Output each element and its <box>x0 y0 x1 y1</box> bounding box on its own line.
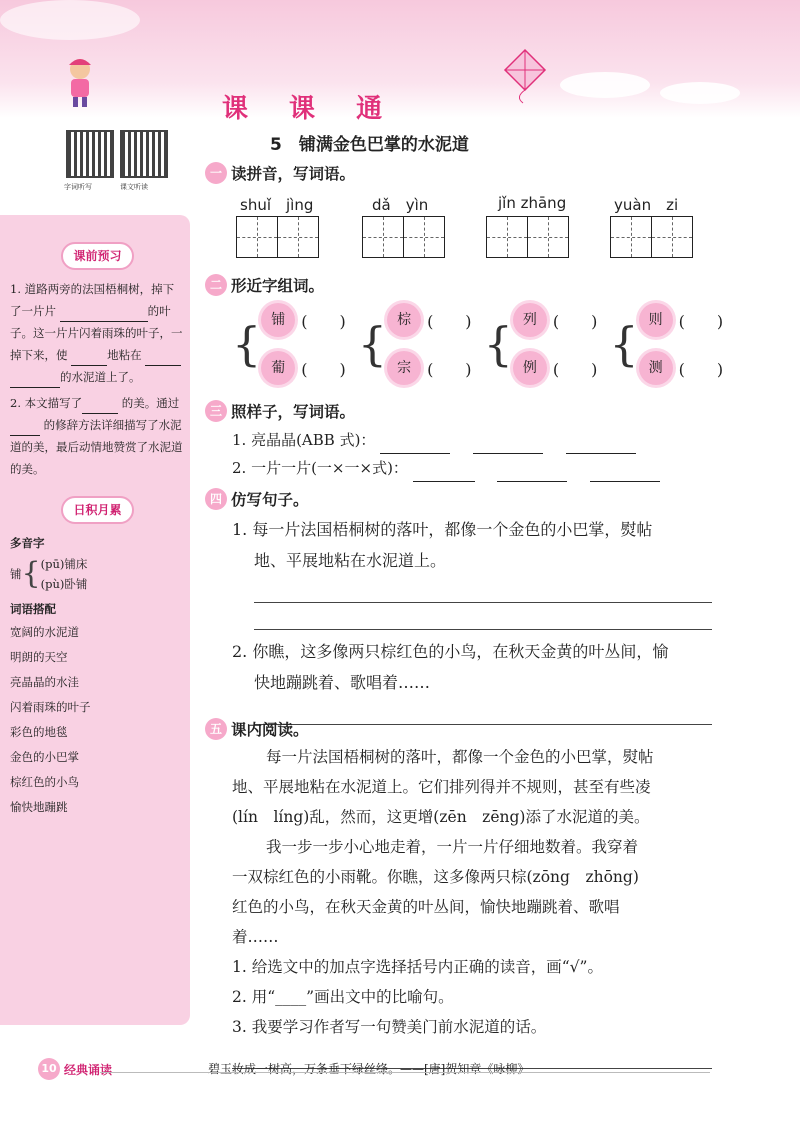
char-flower: 测 <box>639 351 673 385</box>
answer-blank[interactable] <box>60 307 148 322</box>
answer-paren[interactable]: ( ) <box>301 311 346 331</box>
phrase-item: 愉快地蹦跳 <box>10 800 68 814</box>
pinyin-prompt: dǎ yìn <box>372 196 429 214</box>
answer-blank[interactable] <box>145 351 181 366</box>
answer-blank[interactable] <box>380 439 450 454</box>
section-5-title: 五 课内阅读。 <box>205 718 309 740</box>
section-1-title: 一 读拼音，写词语。 <box>205 162 355 184</box>
char-group: { 则 ( ) 测 ( ) <box>609 300 723 388</box>
cloud-decoration <box>0 0 140 40</box>
reading-passage: 每一片法国梧桐树的落叶，都像一个金色的小巴掌，熨帖 地、平展地粘在水泥道上。它们排列得并不规则，甚至有些凌 (lín líng)乱，然而，这更增(zēn zēng)添了水泥道的美。 我一步一步小心地走着，一片一片仔细地数着。我穿着 一双棕红色的小雨靴。你瞧，这多像两只棕(zōng zhōng) 红色的小鸟，在秋天金黄的叶丛间，愉快地蹦跳着、歌唱 着…… 1. 给选文中的加点字选择括号内正确的读音，画“√”。 2. 用“____”画出文中的比喻句。 3. 我要学习作者写一句赞美门前水泥道的话。 <box>232 742 712 1069</box>
phrase-item: 亮晶晶的水洼 <box>10 675 79 689</box>
polyphone-title: 多音字 <box>10 536 45 550</box>
answer-paren[interactable]: ( ) <box>427 311 472 331</box>
imitation-questions: 1. 每一片法国梧桐树的落叶，都像一个金色的小巴掌，熨帖 地、平展地粘在水泥道上。 2. 你瞧，这多像两只棕红色的小鸟，在秋天金黄的叶丛间，愉 快地蹦跳着、歌唱着…… <box>232 514 712 725</box>
answer-blank[interactable] <box>413 467 475 482</box>
lesson-title: 5 铺满金色巴掌的水泥道 <box>270 135 469 155</box>
qr-label: 课文听读 <box>120 183 148 191</box>
answer-blank[interactable] <box>497 467 567 482</box>
phrase-item: 棕红色的小鸟 <box>10 775 79 789</box>
header-banner <box>0 0 800 118</box>
pinyin-prompt: yuàn zi <box>614 196 679 214</box>
pinyin-prompt: jǐn zhāng <box>498 194 567 212</box>
phrase-list <box>10 620 185 820</box>
answer-blank[interactable] <box>82 399 118 414</box>
char-group: { 铺 ( ) 葡 ( ) <box>232 300 346 388</box>
char-flower: 宗 <box>387 351 421 385</box>
answer-blank[interactable] <box>10 373 60 388</box>
reading-question-3: 3. 我要学习作者写一句赞美门前水泥道的话。 <box>232 1018 547 1036</box>
answer-blank[interactable] <box>10 421 40 436</box>
page-number: 10 <box>38 1058 60 1080</box>
similar-char-groups <box>232 300 723 388</box>
cloud-decoration <box>560 72 650 98</box>
char-flower: 则 <box>639 303 673 337</box>
answer-blank[interactable] <box>473 439 543 454</box>
reading-question-1: 1. 给选文中的加点字选择括号内正确的读音，画“√”。 <box>232 958 603 976</box>
answer-paren[interactable]: ( ) <box>427 359 472 379</box>
section-2-title: 二 形近字组词。 <box>205 274 324 296</box>
phrase-item: 宽阔的水泥道 <box>10 625 79 639</box>
preview-question-1: 1. 道路两旁的法国梧桐树，掉下了一片片 的叶子。这一片片闪着雨珠的叶子，一掉下来，使 地粘在 的水泥道上了。 <box>10 278 185 388</box>
qr-label: 字词听写 <box>64 183 92 191</box>
char-flower: 葡 <box>261 351 295 385</box>
cloud-decoration <box>660 82 740 104</box>
answer-paren[interactable]: ( ) <box>552 359 598 379</box>
pinyin-prompt: shuǐ jìng <box>240 196 314 214</box>
kite-icon <box>495 45 555 105</box>
section-4-title: 四 仿写句子。 <box>205 488 309 510</box>
answer-paren[interactable]: ( ) <box>301 359 346 379</box>
answer-blank[interactable] <box>566 439 636 454</box>
polyphone-entry: 铺 { (pū)铺床 (pù)卧铺 <box>10 556 88 591</box>
answer-line[interactable] <box>254 603 712 630</box>
accumulate-badge: 日积月累 <box>61 496 133 524</box>
reading-question-2: 2. 用“____”画出文中的比喻句。 <box>232 988 454 1006</box>
phrases-title: 词语搭配 <box>10 602 56 616</box>
answer-paren[interactable]: ( ) <box>552 311 598 331</box>
footer-quote: 碧玉妆成一树高，万条垂下绿丝绦。——[唐]贺知章《咏柳》 <box>208 1062 530 1076</box>
writing-grid[interactable] <box>362 216 445 262</box>
preview-question-2: 2. 本文描写了 的美。通过 的修辞方法详细描写了水泥道的美，最后动情地赞赏了水泥道的美。 <box>10 396 183 476</box>
char-group: { 棕 ( ) 宗 ( ) <box>358 300 472 388</box>
phrase-item: 明朗的天空 <box>10 650 68 664</box>
phrase-item: 彩色的地毯 <box>10 725 68 739</box>
phrase-item: 金色的小巴掌 <box>10 750 79 764</box>
sidebar-content <box>10 220 185 820</box>
footer <box>38 1058 112 1080</box>
writing-grid[interactable] <box>610 216 693 262</box>
char-group: { 列 ( ) 例 ( ) <box>484 300 598 388</box>
footer-divider <box>100 1072 710 1073</box>
pattern-questions: 1. 亮晶晶(ABB 式)： 2. 一片一片(一×一×式)： <box>232 426 660 482</box>
answer-line[interactable] <box>254 576 712 603</box>
qr-code-reading[interactable] <box>120 130 168 178</box>
preview-badge: 课前预习 <box>61 242 133 270</box>
qr-code-dictation[interactable] <box>66 130 114 178</box>
footer-label: 经典诵读 <box>64 1062 113 1077</box>
writing-grid[interactable] <box>486 216 569 262</box>
char-flower: 列 <box>513 303 547 337</box>
answer-blank[interactable] <box>71 351 107 366</box>
char-flower: 例 <box>513 351 547 385</box>
answer-blank[interactable] <box>590 467 660 482</box>
child-icon <box>55 55 105 110</box>
section-3-title: 三 照样子，写词语。 <box>205 400 355 422</box>
char-flower: 铺 <box>261 303 295 337</box>
phrase-item: 闪着雨珠的叶子 <box>10 700 91 714</box>
series-title: 课 课 通 <box>222 94 399 124</box>
answer-paren[interactable]: ( ) <box>678 311 724 331</box>
char-flower: 棕 <box>387 303 421 337</box>
writing-grid[interactable] <box>236 216 319 262</box>
answer-paren[interactable]: ( ) <box>678 359 724 379</box>
answer-line[interactable] <box>254 698 712 725</box>
